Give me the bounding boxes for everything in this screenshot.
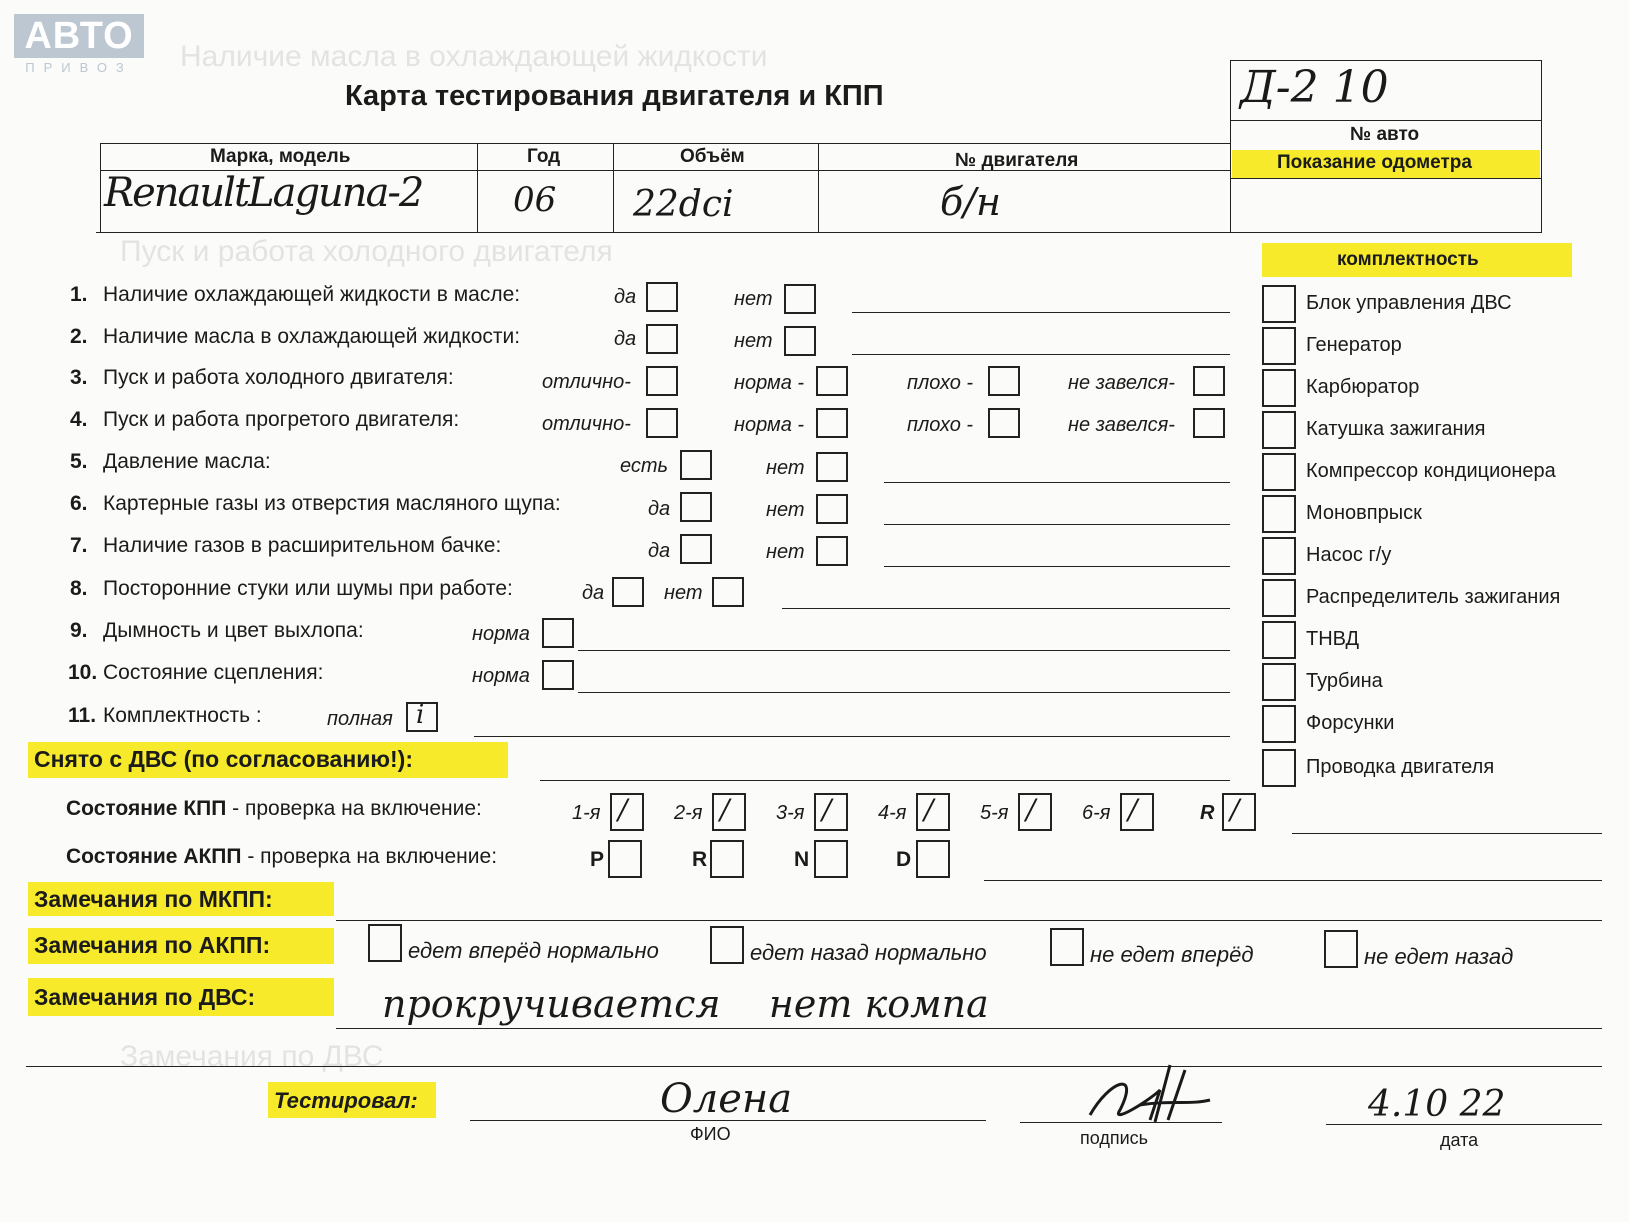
gear-3-checkbox[interactable] <box>814 793 848 831</box>
signature-caption: подпись <box>1080 1128 1149 1148</box>
option-normal-checkbox[interactable] <box>542 660 574 690</box>
gear-5-checkbox[interactable] <box>1018 793 1052 831</box>
handwritten-mark: i <box>416 700 425 730</box>
option-bad-checkbox[interactable] <box>988 366 1020 396</box>
completeness-title: комплектность <box>1337 249 1479 270</box>
option-label: да <box>614 286 637 308</box>
completeness-item: ТНВД <box>1306 628 1360 650</box>
completeness-item: Блок управления ДВС <box>1306 292 1512 314</box>
option-label: нет <box>734 288 773 310</box>
item-number: 5. <box>70 450 88 473</box>
gear-2-checkbox[interactable] <box>712 793 746 831</box>
odometer-value[interactable] <box>1240 185 1530 225</box>
completeness-checkbox[interactable] <box>1262 453 1296 491</box>
option-no-checkbox[interactable] <box>712 577 744 607</box>
mkpp-remarks-label: Замечания по МКПП: <box>34 886 273 912</box>
watermark-brand: АВТО <box>14 14 144 58</box>
mode-label: D <box>896 848 912 871</box>
option-label: не завелся- <box>1068 372 1175 394</box>
option-yes-checkbox[interactable] <box>646 282 678 312</box>
option-yes-checkbox[interactable] <box>680 492 712 522</box>
akpp-remarks-label: Замечания по АКПП: <box>34 932 271 958</box>
option-label: нет <box>766 457 805 479</box>
option-label: есть <box>620 455 669 477</box>
completeness-item: Карбюратор <box>1306 376 1420 398</box>
option-yes-checkbox[interactable] <box>646 324 678 354</box>
mode-label: N <box>794 848 810 871</box>
item-text: Дымность и цвет выхлопа: <box>103 619 364 642</box>
item-text: Давление масла: <box>103 450 271 473</box>
akpp-option: едет назад нормально <box>750 940 987 965</box>
odometer-label: Показание одометра <box>1277 152 1472 173</box>
page-title: Карта тестирования двигателя и КПП <box>345 80 884 112</box>
option-label: отлично- <box>542 371 631 393</box>
tested-label: Тестировал: <box>274 1088 418 1113</box>
completeness-item: Компрессор кондиционера <box>1306 460 1556 482</box>
auto-number-label: № авто <box>1350 124 1420 145</box>
gear-1-checkbox[interactable] <box>610 793 644 831</box>
handwritten-mark: / <box>924 793 934 826</box>
col-volume: Объём <box>680 146 745 167</box>
col-make-model: Марка, модель <box>210 146 351 167</box>
mode-label: P <box>590 848 605 871</box>
completeness-checkbox[interactable] <box>1262 749 1296 787</box>
completeness-item: Катушка зажигания <box>1306 418 1486 440</box>
item-text: Наличие газов в расширительном бачке: <box>103 534 502 557</box>
auto-gearbox-label: Состояние АКПП - проверка на включение: <box>66 845 498 868</box>
completeness-checkbox[interactable] <box>1262 411 1296 449</box>
akpp-forward-ok-checkbox[interactable] <box>368 924 402 962</box>
gear-label: 6-я <box>1082 802 1111 824</box>
gear-label: 1-я <box>572 802 601 824</box>
handwritten-mark: / <box>1128 793 1138 826</box>
option-excellent-checkbox[interactable] <box>646 366 678 396</box>
gear-4-checkbox[interactable] <box>916 793 950 831</box>
handwritten-mark: / <box>618 793 628 826</box>
item-text: Посторонние стуки или шумы при работе: <box>103 577 513 600</box>
completeness-item: Генератор <box>1306 334 1402 356</box>
option-not-started-checkbox[interactable] <box>1193 366 1225 396</box>
mode-label: R <box>692 848 708 871</box>
col-year: Год <box>527 146 561 167</box>
akpp-option: не едет вперёд <box>1090 942 1254 967</box>
option-label: полная <box>327 708 393 730</box>
option-label: норма - <box>734 414 805 436</box>
completeness-checkbox[interactable] <box>1262 621 1296 659</box>
item-number: 7. <box>70 534 88 557</box>
completeness-checkbox[interactable] <box>1262 705 1296 743</box>
item-text: Наличие масла в охлаждающей жидкости: <box>103 325 521 348</box>
option-normal-checkbox[interactable] <box>816 408 848 438</box>
item-number: 11. <box>68 704 97 727</box>
option-label: да <box>582 582 605 604</box>
option-excellent-checkbox[interactable] <box>646 408 678 438</box>
akpp-option: не едет назад <box>1364 944 1514 969</box>
mode-d-checkbox[interactable] <box>916 840 950 878</box>
gear-label: 2-я <box>674 802 703 824</box>
mode-r-checkbox[interactable] <box>710 840 744 878</box>
option-label: не завелся- <box>1068 414 1175 436</box>
gear-6-checkbox[interactable] <box>1120 793 1154 831</box>
value-engine-number: б/н <box>940 180 1002 224</box>
gear-label: R <box>1200 802 1215 824</box>
manual-gearbox-label: Состояние КПП - проверка на включение: <box>66 797 482 820</box>
completeness-checkbox[interactable] <box>1262 369 1296 407</box>
removed-label: Снято с ДВС (по согласованию!): <box>34 746 413 772</box>
handwritten-mark: / <box>1026 793 1036 826</box>
akpp-backward-ok-checkbox[interactable] <box>710 926 744 964</box>
option-no-checkbox[interactable] <box>816 536 848 566</box>
option-label: норма <box>472 665 530 687</box>
option-normal-checkbox[interactable] <box>816 366 848 396</box>
col-engine-number: № двигателя <box>955 150 1079 171</box>
item-text: Комплектность : <box>103 704 262 727</box>
dvs-remarks-label: Замечания по ДВС: <box>34 984 256 1010</box>
name-caption: ФИО <box>690 1124 731 1144</box>
akpp-no-forward-checkbox[interactable] <box>1050 928 1084 966</box>
watermark-logo <box>14 14 144 76</box>
item-number: 4. <box>70 408 88 431</box>
option-label: норма <box>472 623 530 645</box>
mode-p-checkbox[interactable] <box>608 840 642 878</box>
akpp-option: едет вперёд нормально <box>408 938 659 963</box>
completeness-item: Насос г/у <box>1306 544 1392 566</box>
option-label: да <box>648 540 671 562</box>
date-caption: дата <box>1440 1130 1479 1150</box>
option-bad-checkbox[interactable] <box>988 408 1020 438</box>
option-label: отлично- <box>542 413 631 435</box>
item-number: 6. <box>70 492 88 515</box>
completeness-item: Проводка двигателя <box>1306 756 1495 778</box>
option-label: нет <box>734 330 773 352</box>
item-text: Пуск и работа прогретого двигателя: <box>103 408 460 431</box>
option-yes-checkbox[interactable] <box>680 450 712 480</box>
value-year: 06 <box>513 180 557 220</box>
watermark-sub: ПРИВОЗ <box>25 60 133 75</box>
handwritten-mark: / <box>1230 793 1240 826</box>
akpp-no-backward-checkbox[interactable] <box>1324 930 1358 968</box>
option-no-checkbox[interactable] <box>816 452 848 482</box>
item-text: Картерные газы из отверстия масляного щупа: <box>103 492 561 515</box>
item-number: 3. <box>70 366 88 389</box>
option-no-checkbox[interactable] <box>816 494 848 524</box>
completeness-checkbox[interactable] <box>1262 663 1296 701</box>
completeness-checkbox[interactable] <box>1262 537 1296 575</box>
option-not-started-checkbox[interactable] <box>1193 408 1225 438</box>
option-full-checkbox[interactable] <box>406 702 438 732</box>
option-label: нет <box>664 582 703 604</box>
option-no-checkbox[interactable] <box>784 326 816 356</box>
handwritten-mark: / <box>822 793 832 826</box>
gear-label: 3-я <box>776 802 805 824</box>
auto-number-value: Д-2 10 <box>1240 62 1389 113</box>
test-date: 4.10 22 <box>1368 1084 1506 1125</box>
option-label: плохо - <box>907 372 974 394</box>
option-label: плохо - <box>907 414 974 436</box>
item-text: Наличие охлаждающей жидкости в масле: <box>103 283 521 306</box>
item-number: 9. <box>70 619 88 642</box>
completeness-checkbox[interactable] <box>1262 579 1296 617</box>
completeness-item: Турбина <box>1306 670 1383 692</box>
value-volume: 22dci <box>633 184 734 225</box>
item-number: 10. <box>68 661 98 684</box>
option-no-checkbox[interactable] <box>784 284 816 314</box>
item-text: Пуск и работа холодного двигателя: <box>103 366 454 389</box>
option-label: да <box>614 328 637 350</box>
handwritten-mark: / <box>720 793 730 826</box>
completeness-item: Моновпрыск <box>1306 502 1422 524</box>
completeness-item: Форсунки <box>1306 712 1395 734</box>
mode-n-checkbox[interactable] <box>814 840 848 878</box>
gear-label: 4-я <box>878 802 907 824</box>
option-label: да <box>648 498 671 520</box>
completeness-item: Распределитель зажигания <box>1306 586 1561 608</box>
item-text: Состояние сцепления: <box>103 661 324 684</box>
option-label: нет <box>766 499 805 521</box>
option-yes-checkbox[interactable] <box>680 534 712 564</box>
gear-label: 5-я <box>980 802 1009 824</box>
signature-mark <box>1080 1060 1220 1130</box>
value-make-model: RenaultLaguna-2 <box>104 170 423 216</box>
completeness-checkbox[interactable] <box>1262 285 1296 323</box>
tester-name: Олена <box>660 1076 793 1122</box>
completeness-checkbox[interactable] <box>1262 495 1296 533</box>
item-number: 2. <box>70 325 88 348</box>
option-label: норма - <box>734 372 805 394</box>
item-number: 1. <box>70 283 88 306</box>
item-number: 8. <box>70 577 88 600</box>
dvs-remarks-text: прокручивается нет компа <box>382 982 989 1026</box>
option-yes-checkbox[interactable] <box>612 577 644 607</box>
option-label: нет <box>766 541 805 563</box>
completeness-checkbox[interactable] <box>1262 327 1296 365</box>
option-normal-checkbox[interactable] <box>542 618 574 648</box>
gear-r-checkbox[interactable] <box>1222 793 1256 831</box>
